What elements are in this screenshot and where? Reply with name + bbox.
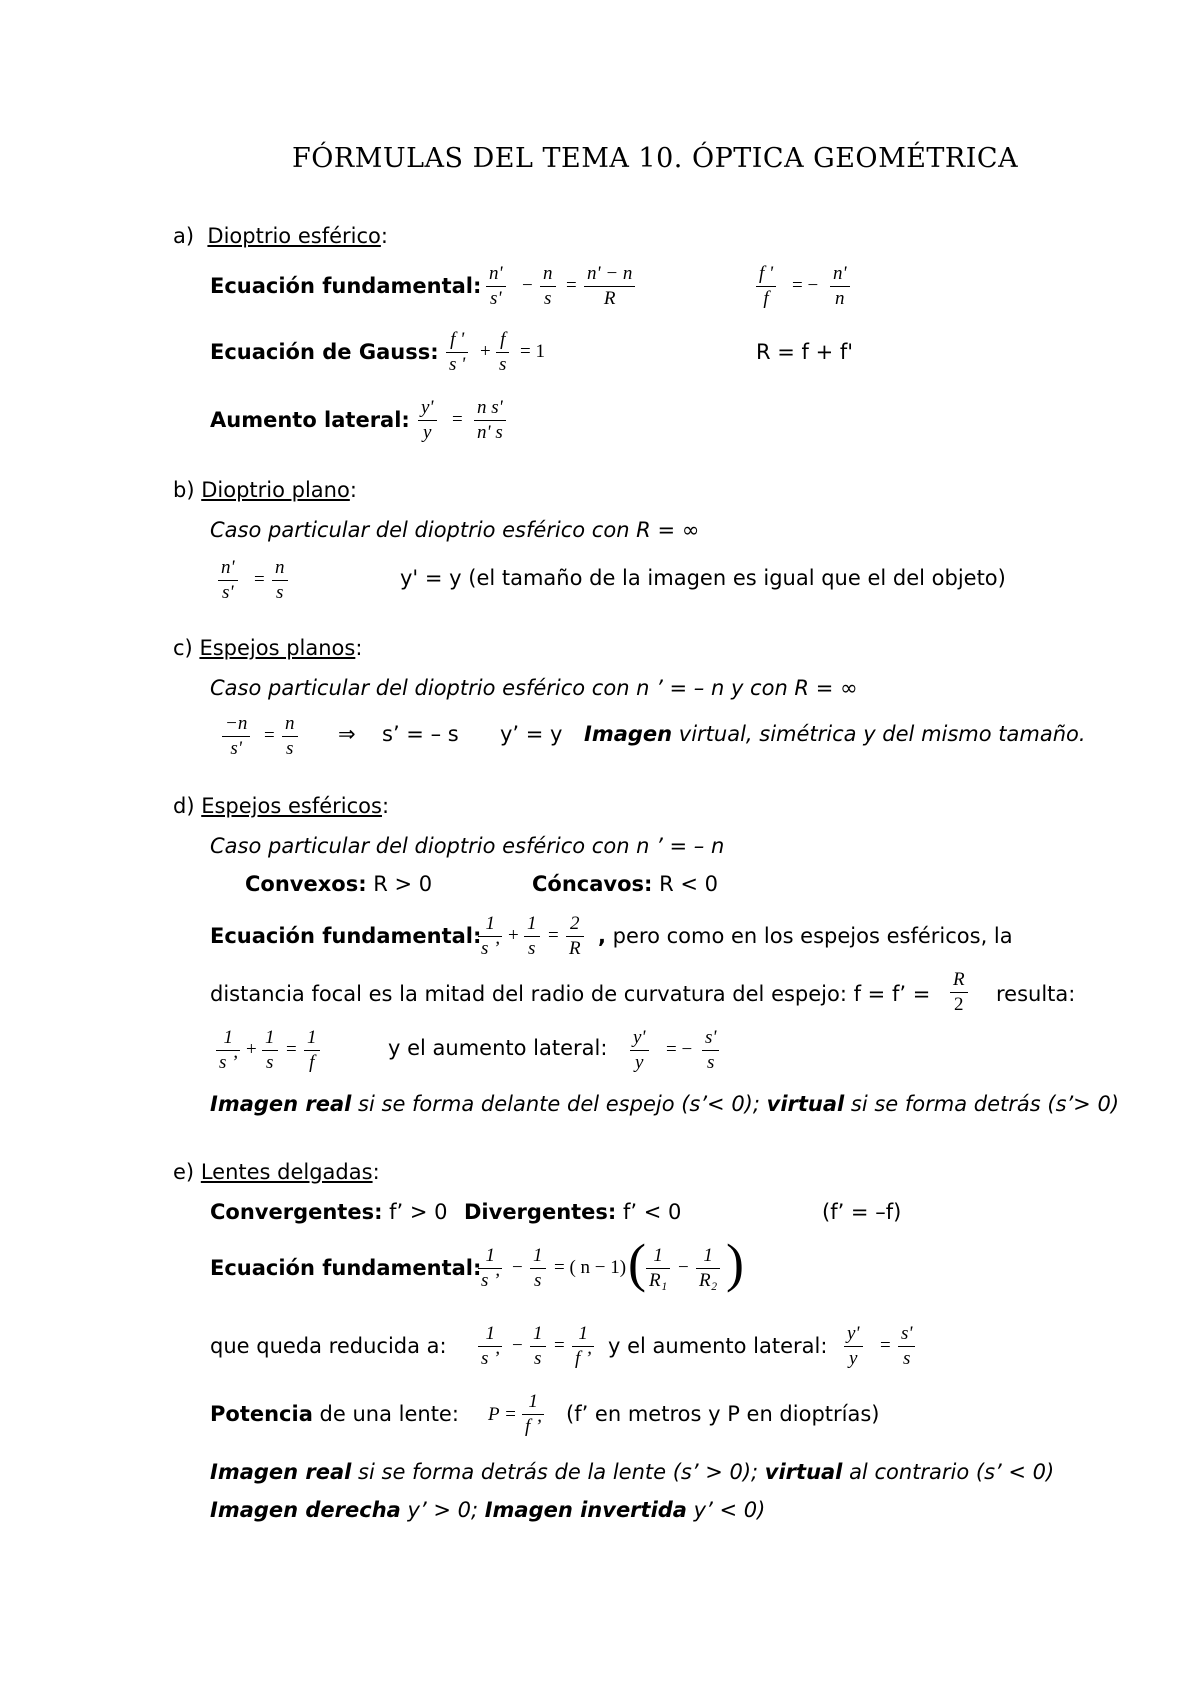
e-frac-R2 <box>696 1244 720 1293</box>
section-c-title: Espejos planos <box>199 636 356 660</box>
e-conv-val: f’ > 0 <box>382 1200 448 1224</box>
denominator: y <box>423 422 432 443</box>
numerator: n' <box>830 262 850 287</box>
numerator: n <box>272 556 288 581</box>
a-aumento-frac2 <box>474 396 506 445</box>
section-e-title: Lentes delgadas <box>200 1160 373 1184</box>
e-minus2: − <box>678 1257 689 1278</box>
e-reduced-text: que queda reducida a: <box>210 1334 447 1358</box>
a-aumento-label: Aumento lateral: <box>210 408 410 432</box>
denominator: s <box>534 1348 542 1369</box>
c-frac2 <box>282 712 298 761</box>
b-case: Caso particular del dioptrio esférico con R = ∞ <box>210 518 700 542</box>
c-y-rel: y’ = y <box>500 722 563 746</box>
e-imagen-line1 <box>210 1460 1054 1484</box>
numerator: n' − n <box>584 262 635 287</box>
section-a-colon: : <box>380 224 388 248</box>
section-a-title: Dioptrio esférico <box>207 224 381 248</box>
denominator: s <box>528 938 536 959</box>
e-real-label: Imagen real <box>210 1460 352 1484</box>
denominator: R <box>603 288 616 309</box>
d-res-eq: = <box>286 1039 297 1060</box>
d-convexos <box>245 872 432 896</box>
a-op-minus: − <box>522 275 533 296</box>
d-ec-fund-tail <box>598 924 1013 948</box>
e-frac2 <box>530 1244 546 1293</box>
denominator: s' <box>490 288 502 309</box>
denominator: s ’ <box>481 1348 500 1369</box>
e-aum-frac1 <box>844 1322 863 1371</box>
e-invertida-desc: y’ < 0) <box>686 1498 766 1522</box>
e-aum-eq: = <box>880 1335 891 1356</box>
d-real-desc: si se forma delante del espejo (s’< 0); <box>351 1092 767 1116</box>
a-gauss-plus: + <box>480 341 491 362</box>
denominator: y <box>849 1348 858 1369</box>
d-comma: , <box>598 924 606 948</box>
e-potencia-text: de una lente: <box>312 1402 459 1426</box>
d-concavos <box>532 872 718 896</box>
numerator: −n <box>222 712 250 737</box>
section-c-letter: c) <box>173 636 193 660</box>
d-focal-frac <box>950 968 968 1017</box>
d-frac1 <box>478 912 502 961</box>
a-gauss-label: Ecuación de Gauss: <box>210 340 439 364</box>
a-aumento-eq: = <box>452 409 463 430</box>
d-tail-text: pero como en los espejos esféricos, la <box>605 924 1013 948</box>
d-concavos-val: R < 0 <box>652 872 718 896</box>
section-b-letter: b) <box>173 478 195 502</box>
numerator: R <box>950 968 968 993</box>
e-aumento-text: y el aumento lateral: <box>608 1334 828 1358</box>
section-c-colon: : <box>355 636 363 660</box>
a-gauss-eq: = 1 <box>520 341 545 362</box>
e-virtual-desc: al contrario (s’ < 0) <box>842 1460 1055 1484</box>
d-case: Caso particular del dioptrio esférico con n ’ = – n <box>210 834 725 858</box>
denominator: s <box>903 1348 911 1369</box>
d-res-frac1 <box>216 1026 240 1075</box>
numerator: f ' <box>446 328 468 353</box>
denominator: s ’ <box>481 1270 500 1291</box>
a-ec-fund-label: Ecuación fundamental: <box>210 274 482 298</box>
d-res-frac3 <box>304 1026 320 1075</box>
e-real-desc: si se forma detrás de la lente (s’ > 0); <box>351 1460 765 1484</box>
c-arrow: ⇒ <box>338 722 356 746</box>
section-d-letter: d) <box>173 794 195 818</box>
d-real-label: Imagen real <box>210 1092 352 1116</box>
denominator: f ’ <box>575 1348 592 1369</box>
e-red-frac3 <box>572 1322 594 1371</box>
c-s-rel: s’ = – s <box>382 722 459 746</box>
b-note: y' = y (el tamaño de la imagen es igual que el del objeto) <box>400 566 1006 590</box>
d-virtual-desc: si se forma detrás (s’> 0) <box>844 1092 1120 1116</box>
denominator: R₂ <box>699 1270 718 1291</box>
e-f-rel: (f’ = –f) <box>822 1200 902 1224</box>
denominator: s' <box>222 582 234 603</box>
numerator: 1 <box>478 912 502 937</box>
section-a-letter: a) <box>173 224 195 248</box>
a-frac-n-n <box>830 262 850 311</box>
c-imagen-line <box>584 722 1086 746</box>
numerator: n <box>282 712 298 737</box>
e-conv-label: Convergentes: <box>210 1200 383 1224</box>
numerator: y' <box>418 396 437 421</box>
denominator: s' <box>230 738 242 759</box>
d-plus: + <box>508 925 519 946</box>
a-frac-n-s <box>486 262 506 311</box>
numerator: n' <box>486 262 506 287</box>
a-radius-rel: R = f + f' <box>756 340 854 364</box>
denominator: n' s <box>477 422 503 443</box>
numerator: n s' <box>474 396 506 421</box>
section-c-heading <box>173 636 362 660</box>
denominator: R₁ <box>649 1270 668 1291</box>
denominator: s <box>499 354 507 375</box>
e-red-minus: − <box>512 1335 523 1356</box>
section-d-title: Espejos esféricos <box>201 794 382 818</box>
section-d-colon: : <box>381 794 390 818</box>
numerator: y' <box>844 1322 863 1347</box>
e-frac1 <box>478 1244 502 1293</box>
c-imagen-label: Imagen <box>584 722 673 746</box>
numerator: s' <box>702 1026 719 1051</box>
denominator: s ’ <box>219 1052 238 1073</box>
section-b-colon: : <box>349 478 357 502</box>
numerator: 1 <box>262 1026 278 1051</box>
e-aum-frac2 <box>898 1322 915 1371</box>
d-ec-fund-label: Ecuación fundamental: <box>210 924 482 948</box>
d-frac3 <box>566 912 584 961</box>
a-focal-eq: = − <box>792 275 819 296</box>
section-e-heading <box>173 1160 380 1184</box>
section-b-heading <box>173 478 357 502</box>
e-red-frac2 <box>530 1322 546 1371</box>
e-left-paren: ( <box>628 1233 646 1293</box>
numerator: s' <box>898 1322 915 1347</box>
denominator: f <box>309 1052 315 1073</box>
denominator: s <box>534 1270 542 1291</box>
e-potencia-lhs: P = <box>488 1404 517 1425</box>
denominator: s <box>276 582 284 603</box>
section-e-colon: : <box>372 1160 380 1184</box>
e-virtual-label: virtual <box>764 1460 843 1484</box>
denominator: R <box>569 938 581 959</box>
d-aum-eq: = − <box>666 1039 693 1060</box>
section-d-heading <box>173 794 389 818</box>
e-potencia-note: (f’ en metros y P en dioptrías) <box>566 1402 880 1426</box>
d-res-frac2 <box>262 1026 278 1075</box>
denominator: y <box>635 1052 644 1073</box>
numerator: 1 <box>304 1026 320 1051</box>
denominator: s ’ <box>481 938 500 959</box>
numerator: f <box>496 328 509 353</box>
a-gauss-frac1 <box>446 328 468 377</box>
e-div-val: f’ < 0 <box>616 1200 682 1224</box>
denominator: s <box>286 738 294 759</box>
e-divergentes <box>464 1200 681 1224</box>
c-case: Caso particular del dioptrio esférico con n ’ = – n y con R = ∞ <box>210 676 858 700</box>
a-aumento-frac1 <box>418 396 437 445</box>
numerator: 1 <box>530 1244 546 1269</box>
numerator: 1 <box>216 1026 240 1051</box>
d-aumento-text: y el aumento lateral: <box>388 1036 608 1060</box>
e-div-label: Divergentes: <box>464 1200 617 1224</box>
numerator: 2 <box>566 912 584 937</box>
d-eq: = <box>548 925 559 946</box>
numerator: 1 <box>522 1390 544 1415</box>
c-eq: = <box>264 725 275 746</box>
e-potencia-label: Potencia <box>210 1402 313 1426</box>
d-concavos-label: Cóncavos: <box>532 872 653 896</box>
a-gauss-frac2 <box>496 328 509 377</box>
d-res-plus: + <box>246 1039 257 1060</box>
a-frac-diff-R <box>584 262 635 311</box>
d-convexos-label: Convexos: <box>245 872 367 896</box>
numerator: 1 <box>478 1244 502 1269</box>
d-aum-frac2 <box>702 1026 719 1075</box>
d-virtual-label: virtual <box>766 1092 845 1116</box>
c-imagen-desc: virtual, simétrica y del mismo tamaño. <box>672 722 1086 746</box>
denominator: s <box>707 1052 715 1073</box>
denominator: f <box>763 288 769 309</box>
b-eq: = <box>254 569 265 590</box>
e-potencia-line <box>210 1402 459 1426</box>
numerator: n <box>540 262 556 287</box>
b-frac2 <box>272 556 288 605</box>
numerator: 1 <box>478 1322 502 1347</box>
numerator: y' <box>630 1026 649 1051</box>
denominator: 2 <box>954 994 964 1015</box>
numerator: 1 <box>572 1322 594 1347</box>
section-e-letter: e) <box>173 1160 195 1184</box>
e-ec-fund-label: Ecuación fundamental: <box>210 1256 482 1280</box>
numerator: f ' <box>756 262 776 287</box>
e-derecha-desc: y’ > 0; <box>400 1498 485 1522</box>
denominator: f ’ <box>525 1416 542 1437</box>
d-convexos-val: R > 0 <box>366 872 433 896</box>
a-frac-f-f <box>756 262 776 311</box>
e-derecha-label: Imagen derecha <box>210 1498 401 1522</box>
d-imagen-line <box>210 1092 1119 1116</box>
a-op-eq: = <box>566 275 577 296</box>
e-imagen-line2 <box>210 1498 765 1522</box>
denominator: s <box>544 288 552 309</box>
page-title: FÓRMULAS DEL TEMA 10. ÓPTICA GEOMÉTRICA <box>292 143 1019 174</box>
numerator: 1 <box>524 912 540 937</box>
e-eq-n1: = ( n − 1) <box>554 1257 627 1278</box>
section-b-title: Dioptrio plano <box>201 478 350 502</box>
numerator: 1 <box>530 1322 546 1347</box>
b-frac1 <box>218 556 238 605</box>
section-a-heading <box>173 224 388 248</box>
e-minus: − <box>512 1257 523 1278</box>
numerator: 1 <box>646 1244 670 1269</box>
numerator: 1 <box>696 1244 720 1269</box>
d-aum-frac1 <box>630 1026 649 1075</box>
e-red-eq: = <box>554 1335 565 1356</box>
a-frac-n-s2 <box>540 262 556 311</box>
d-focal-tail: resulta: <box>996 982 1076 1006</box>
e-convergentes <box>210 1200 448 1224</box>
d-frac2 <box>524 912 540 961</box>
e-frac-R1 <box>646 1244 670 1293</box>
denominator: n <box>835 288 845 309</box>
d-focal-line: distancia focal es la mitad del radio de curvatura del espejo: f = f’ = <box>210 982 931 1006</box>
e-red-frac1 <box>478 1322 502 1371</box>
numerator: n' <box>218 556 238 581</box>
denominator: s <box>266 1052 274 1073</box>
e-potencia-frac <box>522 1390 544 1439</box>
c-frac1 <box>222 712 250 761</box>
e-right-paren: ) <box>726 1233 744 1293</box>
denominator: s ' <box>449 354 466 375</box>
e-invertida-label: Imagen invertida <box>484 1498 687 1522</box>
